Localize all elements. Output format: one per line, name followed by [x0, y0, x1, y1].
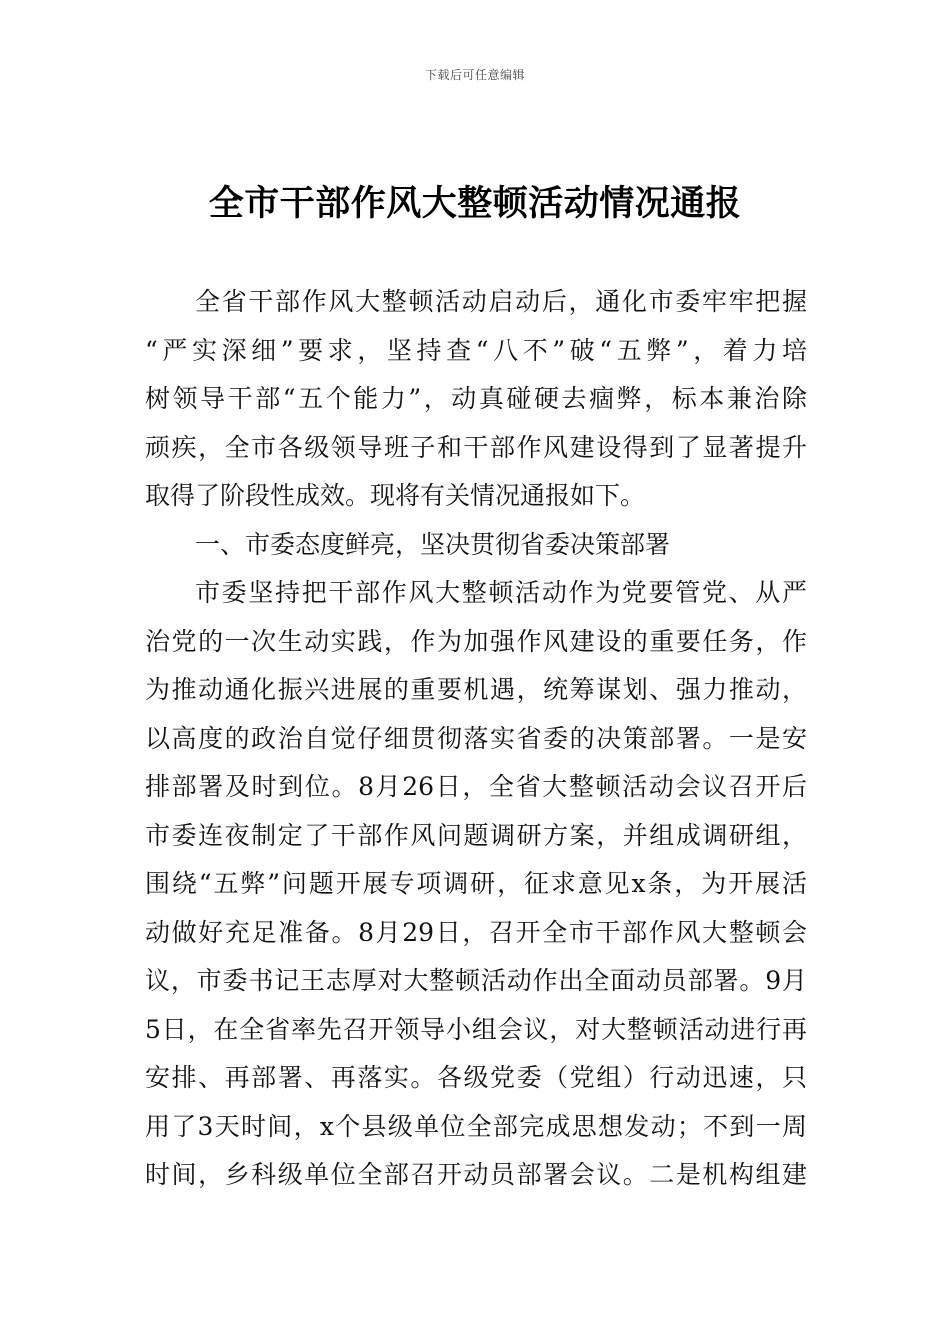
document-body — [145, 278, 807, 1200]
paragraph-2-line-6: 市委连夜制定了干部作风问题调研方案，并组成调研组， — [145, 820, 807, 850]
paragraph-2-line-10: 5日，在全省率先召开领导小组会议，对大整顿活动进行再 — [145, 1014, 807, 1044]
paragraph-2-line-3: 为推动通化振兴进展的重要机遇，统筹谋划、强力推动， — [145, 675, 807, 704]
paragraph-2-line-13: 时间，乡科级单位全部召开动员部署会议。二是机构组建 — [145, 1160, 807, 1189]
header-note: 下载后可任意编辑 — [424, 68, 525, 82]
paragraph-2-line-2: 治党的一次生动实践，作为加强作风建设的重要任务，作 — [145, 626, 807, 656]
paragraph-1-line-3: 树领导干部“五个能力”，动真碰硬去痼弊，标本兼治除 — [145, 384, 807, 413]
section-heading-1: 一、市委态度鲜亮，坚决贯彻省委决策部署 — [195, 529, 671, 559]
paragraph-2-line-4: 以高度的政治自觉仔细贯彻落实省委的决策部署。一是安 — [145, 723, 807, 753]
paragraph-1-line-2: “严实深细”要求，坚持查“八不”破“五弊”，着力培 — [145, 335, 807, 365]
document-title: 全市干部作风大整顿活动情况通报 — [208, 183, 742, 224]
paragraph-1-line-1: 全省干部作风大整顿活动启动后，通化市委牢牢把握 — [195, 287, 807, 316]
paragraph-1-line-5: 取得了阶段性成效。现将有关情况通报如下。 — [145, 481, 646, 510]
paragraph-2-line-11: 安排、再部署、再落实。各级党委（党组）行动迅速，只 — [145, 1063, 807, 1092]
paragraph-2-line-5: 排部署及时到位。8月26日，全省大整顿活动会议召开后 — [145, 772, 807, 801]
paragraph-2-line-1: 市委坚持把干部作风大整顿活动作为党要管党、从严 — [195, 578, 807, 607]
paragraph-1-line-4: 顽疾，全市各级领导班子和干部作风建设得到了显著提升 — [145, 432, 807, 462]
paragraph-2-line-8: 动做好充足准备。8月29日，召开全市干部作风大整顿会 — [145, 917, 807, 947]
paragraph-2-line-12: 用了3天时间，x个县级单位全部完成思想发动；不到一周 — [145, 1111, 807, 1141]
paragraph-2-line-9: 议，市委书记王志厚对大整顿活动作出全面动员部署。9月 — [145, 966, 807, 995]
paragraph-2-line-7: 围绕“五弊”问题开展专项调研，征求意见x条，为开展活 — [145, 869, 807, 898]
